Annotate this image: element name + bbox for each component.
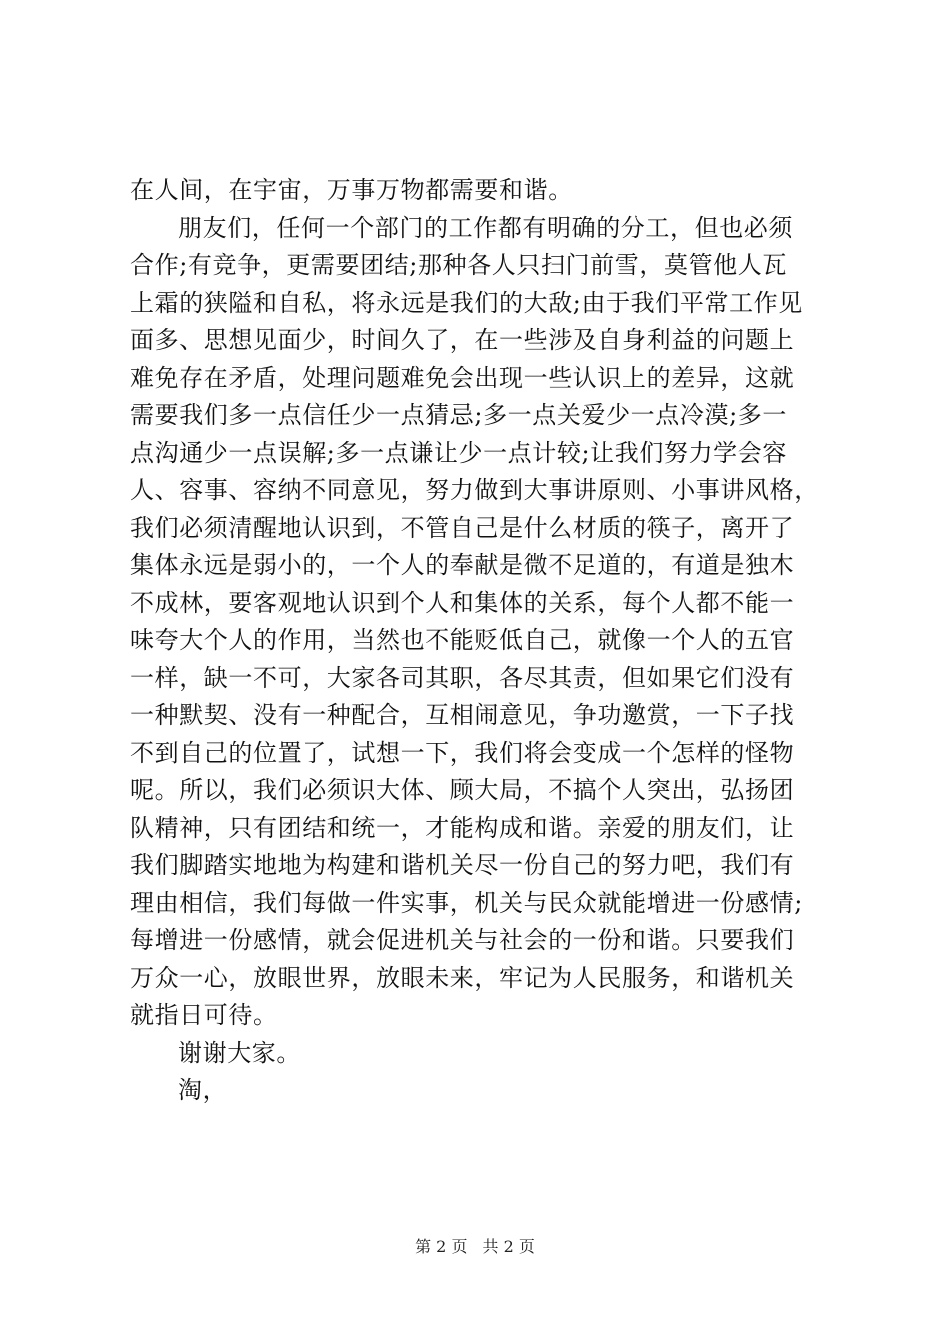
text-line: 在人间，在宇宙，万事万物都需要和谐。 (130, 176, 573, 204)
text-line: 朋友们，任何一个部门的工作都有明确的分工，但也必须 (178, 213, 793, 242)
text-line: 需要我们多一点信任少一点猜忌;多一点关爱少一点冷漠;多一 (130, 401, 787, 429)
text-line: 万众一心，放眼世界，放眼未来，牢记为人民服务，和谐机关 (130, 963, 795, 992)
page-number: 第 2 页 (415, 1237, 468, 1256)
text-line: 谢谢大家。 (178, 1038, 301, 1067)
text-line: 不成林，要客观地认识到个人和集体的关系，每个人都不能一 (130, 588, 795, 617)
text-line: 难免存在矛盾，处理问题难免会出现一些认识上的差异，这就 (130, 363, 795, 392)
document-body (130, 172, 830, 1110)
text-line: 集体永远是弱小的，一个人的奉献是微不足道的，有道是独木 (130, 551, 795, 579)
page-total: 共 2 页 (482, 1237, 535, 1256)
text-line: 呢。所以，我们必须识大体、顾大局，不搞个人突出，弘扬团 (130, 776, 795, 804)
text-line: 每增进一份感情，就会促进机关与社会的一份和谐。只要我们 (130, 926, 795, 954)
text-line: 就指日可待。 (130, 1001, 278, 1029)
text-line: 味夸大个人的作用，当然也不能贬低自己，就像一个人的五官 (130, 626, 795, 654)
text-line: 淘， (178, 1076, 228, 1104)
page-footer (0, 1234, 950, 1257)
text-line: 面多、思想见面少，时间久了，在一些涉及自身利益的问题上 (130, 326, 795, 354)
text-line: 上霜的狭隘和自私，将永远是我们的大敌;由于我们平常工作见 (130, 288, 803, 317)
text-line: 队精神，只有团结和统一，才能构成和谐。亲爱的朋友们，让 (130, 813, 795, 842)
text-line: 理由相信，我们每做一件实事，机关与民众就能增进一份感情; (130, 888, 803, 917)
text-line: 点沟通少一点误解;多一点谦让少一点计较;让我们努力学会容 (130, 438, 787, 467)
text-line: 人、容事、容纳不同意见，努力做到大事讲原则、小事讲风格， (130, 476, 819, 504)
text-line: 不到自己的位置了，试想一下，我们将会变成一个怎样的怪物 (130, 738, 795, 767)
text-line: 合作;有竞争，更需要团结;那种各人只扫门前雪，莫管他人瓦 (130, 251, 787, 279)
text-line: 我们必须清醒地认识到，不管自己是什么材质的筷子，离开了 (130, 513, 795, 542)
text-line: 一样，缺一不可，大家各司其职，各尽其责，但如果它们没有 (130, 663, 795, 692)
text-line: 一种默契、没有一种配合，互相闹意见，争功邀赏，一下子找 (130, 701, 795, 729)
text-line: 我们脚踏实地地为构建和谐机关尽一份自己的努力吧，我们有 (130, 851, 795, 879)
